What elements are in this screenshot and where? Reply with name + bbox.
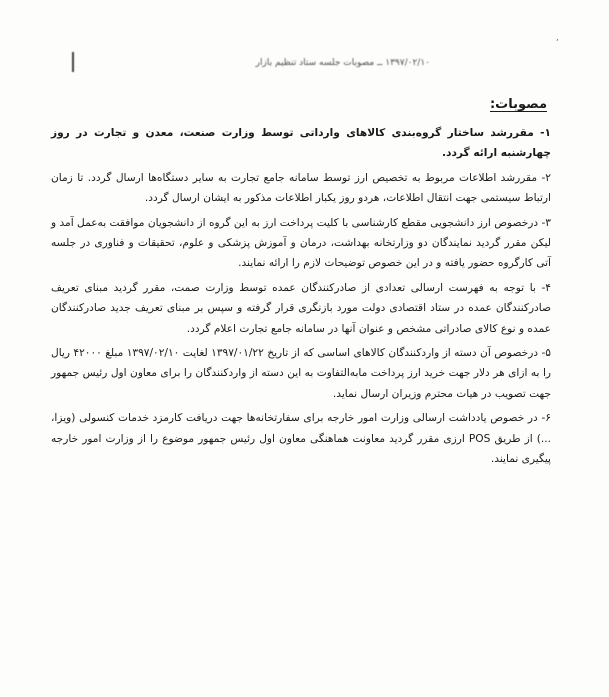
resolution-item-4: ۴- با توجه به فهرست ارسالی تعدادی از صادرکنندگان عمده توسط وزارت صمت، مقرر گردید مبنای تعریف صادرکنندگان عمده در ستاد اقتصادی دولت مورد بازنگری قرار گرفته و سپس بر مبنای تعریف جدید صادرکنندگان عمده و نوع کالای صادراتی مشخص و عنوان آنها در سامانه جامع تجارت اعلام گردد. [51, 281, 551, 335]
cropped-header-strip [70, 52, 550, 76]
resolution-item-6: ۶- در خصوص یادداشت ارسالی وزارت امور خارجه برای سفارتخانه‌ها جهت دریافت کارمزد خدمات کنسولی (ویزا، ...) از طریق POS ارزی مقرر گردید معاونت هماهنگی معاون اول رئیس جمهور موضوع را از وزارت امور خارجه پیگیری نمایند. [51, 412, 551, 466]
resolution-item-3: ۳- درخصوص ارز دانشجویی مقطع کارشناسی با کلیت پرداخت ارز به این گروه از دانشجویان موافقت به‌عمل آمد و لیکن مقرر گردید نمایندگان دو وزارتخانه بهداشت، درمان و آموزش پزشکی و علوم، تحقیقات و فناوری در جلسه آتی کارگروه حضور یافته و در این خصوص توضیحات لازم را ارائه نمایند. [51, 216, 551, 270]
resolution-item-5: ۵- درخصوص آن دسته از واردکنندگان کالاهای اساسی که از تاریخ ۱۳۹۷/۰۱/۲۲ لغایت ۱۳۹۷/۰۲/۱۰ مبلغ ۴۲۰۰۰ ریال را به ازای هر دلار جهت خرید ارز پرداخت مابه‌التفاوت به این دسته از واردکنندگان را برای معاون اول رئیس جمهور جهت تصویب در هیات محترم وزیران ارسال نماید. [51, 347, 551, 400]
corner-mark: ٬ [556, 38, 559, 47]
resolution-item-1: ۱- مقررشد ساختار گروه‌بندی کالاهای وارداتی توسط وزارت صنعت، معدن و تجارت در روز چهارشنبه ارائه گردد. [51, 127, 551, 160]
header-divider [72, 52, 74, 72]
resolution-item-2: ۲- مقررشد اطلاعات مربوط به تخصیص ارز توسط سامانه جامع تجارت به سایر دستگاه‌ها ارسال گردد. تا زمان ارتباط سیستمی جهت انتقال اطلاعات، هردو روز یکبار اطلاعات مذکور به ایشان ارسال گردد. [51, 171, 551, 205]
section-title: مصوبات: [489, 97, 547, 112]
header-text: ۱۳۹۷/۰۲/۱۰ ــ مصوبات جلسه ستاد تنظیم بازار [255, 58, 430, 68]
resolution-list [51, 123, 551, 474]
